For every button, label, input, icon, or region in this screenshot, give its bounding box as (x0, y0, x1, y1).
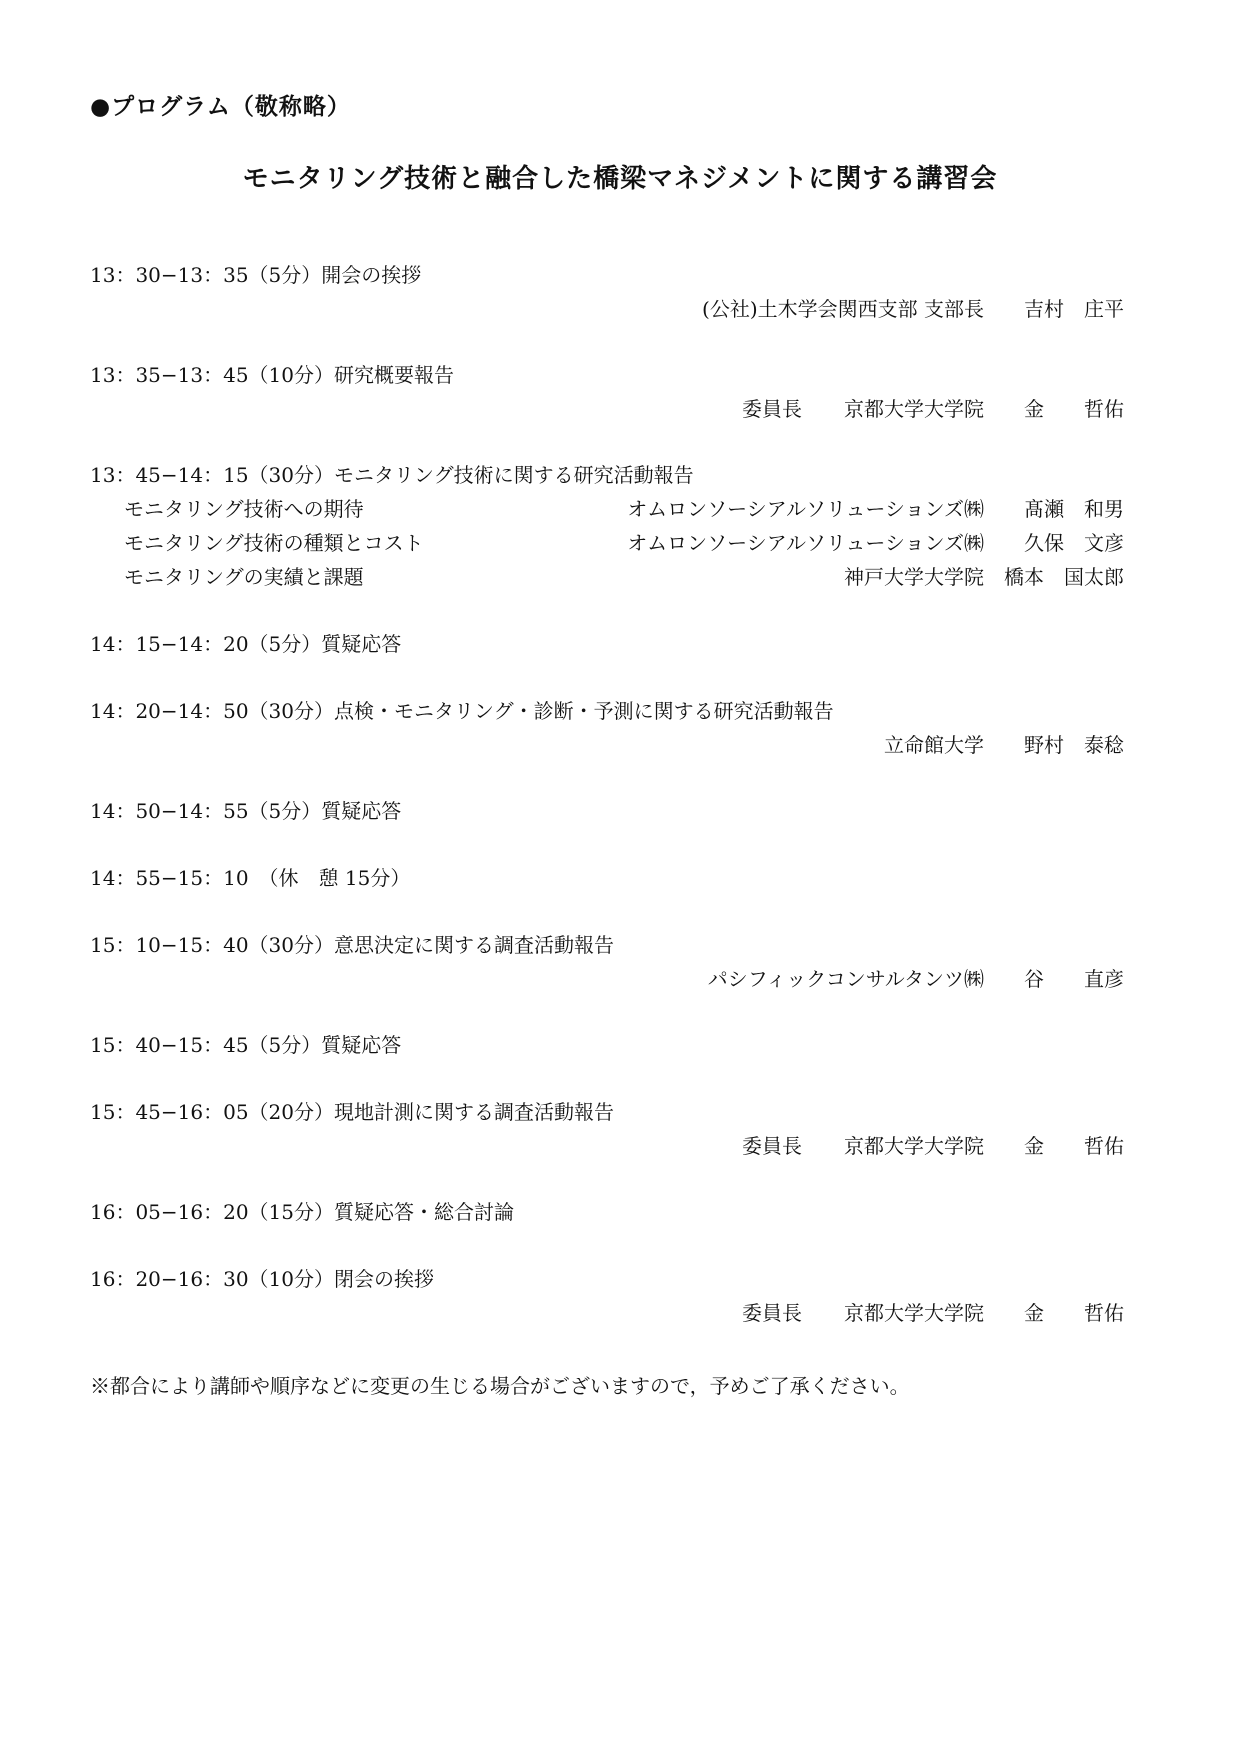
sub-speaker-3 (844, 564, 1150, 590)
speaker-affiliation: 京都大学大学院 (844, 1134, 984, 1158)
section-heading: ●プログラム（敬称略） (90, 94, 351, 120)
speaker-name: 野村 泰稔 (1024, 733, 1124, 757)
speaker-line-1 (702, 296, 1150, 322)
speaker-line-5 (884, 732, 1150, 758)
program-time-6: 14：50−14：55（5分）質疑応答 (90, 799, 402, 823)
program-time-4: 14：15−14：20（5分）質疑応答 (90, 632, 402, 656)
speaker-name: 橋本 国太郎 (1004, 565, 1124, 589)
speaker-position: 委員長 (742, 397, 802, 421)
speaker-name: 金 哲佑 (1024, 1301, 1124, 1325)
speaker-line-12 (742, 1300, 1150, 1326)
speaker-name: 金 哲佑 (1024, 397, 1124, 421)
sub-speaker-1 (627, 496, 1150, 522)
speaker-name: 谷 直彦 (1024, 967, 1124, 991)
page-title: モニタリング技術と融合した橋梁マネジメントに関する講習会 (242, 164, 998, 194)
program-time-11: 16：05−16：20（15分）質疑応答・総合討論 (90, 1200, 515, 1224)
program-time-8: 15：10−15：40（30分）意思決定に関する調査活動報告 (90, 933, 615, 957)
program-time-9: 15：40−15：45（5分）質疑応答 (90, 1033, 402, 1057)
speaker-affiliation: (公社)土木学会関西支部 支部長 (702, 297, 984, 321)
program-time-1: 13：30−13：35（5分）開会の挨拶 (90, 263, 422, 287)
speaker-line-8 (708, 966, 1150, 992)
speaker-name: 髙瀬 和男 (1024, 497, 1124, 521)
speaker-affiliation: 京都大学大学院 (844, 397, 984, 421)
sub-topic-2: モニタリング技術の種類とコスト (124, 531, 424, 555)
program-time-5: 14：20−14：50（30分）点検・モニタリング・診断・予測に関する研究活動報告 (90, 699, 834, 723)
speaker-position: 委員長 (742, 1134, 802, 1158)
speaker-name: 久保 文彦 (1024, 531, 1124, 555)
program-time-2: 13：35−13：45（10分）研究概要報告 (90, 363, 455, 387)
speaker-affiliation: 立命館大学 (884, 733, 984, 757)
program-time-3: 13：45−14：15（30分）モニタリング技術に関する研究活動報告 (90, 463, 694, 487)
program-time-10: 15：45−16：05（20分）現地計測に関する調査活動報告 (90, 1100, 615, 1124)
speaker-position: 委員長 (742, 1301, 802, 1325)
sub-topic-1: モニタリング技術への期待 (124, 497, 364, 521)
speaker-name: 吉村 庄平 (1024, 297, 1124, 321)
sub-topic-3: モニタリングの実績と課題 (124, 565, 364, 589)
speaker-affiliation: 神戸大学大学院 (844, 565, 984, 589)
speaker-line-2 (742, 396, 1150, 422)
speaker-affiliation: オムロンソーシアルソリューションズ㈱ (627, 531, 984, 555)
speaker-affiliation: パシフィックコンサルタンツ㈱ (707, 967, 984, 991)
speaker-name: 金 哲佑 (1024, 1134, 1124, 1158)
speaker-affiliation: 京都大学大学院 (844, 1301, 984, 1325)
program-time-7: 14：55−15：10 （休 憩 15分） (90, 866, 411, 890)
speaker-line-10 (742, 1133, 1150, 1159)
speaker-affiliation: オムロンソーシアルソリューションズ㈱ (627, 497, 984, 521)
program-time-12: 16：20−16：30（10分）閉会の挨拶 (90, 1267, 435, 1291)
change-notice: ※都合により講師や順序などに変更の生じる場合がございますので，予めご了承ください。 (90, 1374, 910, 1398)
sub-speaker-2 (627, 530, 1150, 556)
